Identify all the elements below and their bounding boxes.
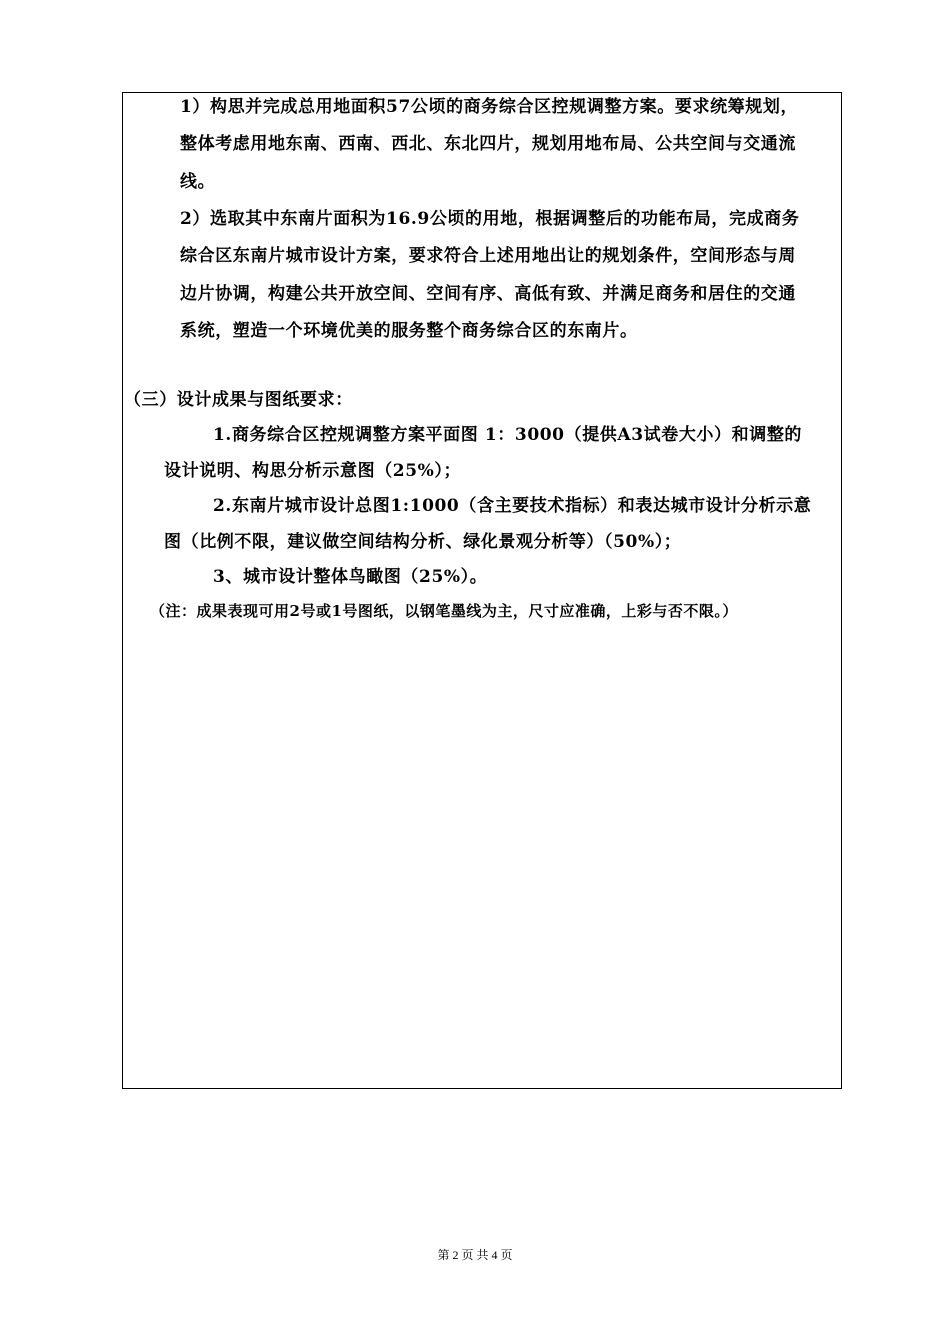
task-item-1-line-1: 1）构思并完成总用地面积57公顷的商务综合区控规调整方案。要求统筹规划，: [180, 97, 799, 117]
task-item-2-line-3: 边片协调，构建公共开放空间、空间有序、高低有致、并满足商务和居住的交通: [180, 284, 796, 304]
requirement-1-line-2: 设计说明、构思分析示意图（25%）；: [164, 461, 462, 481]
task-item-2-line-1: 2）选取其中东南片面积为16.9公顷的用地，根据调整后的功能布局，完成商务: [180, 209, 800, 229]
task-item-2-line-2: 综合区东南片城市设计方案，要求符合上述用地出让的规划条件，空间形态与周: [180, 246, 796, 266]
requirement-2-line-2: 图（比例不限，建议做空间结构分析、绿化景观分析等）（50%）；: [164, 532, 682, 552]
task-item-2-line-4: 系统，塑造一个环境优美的服务整个商务综合区的东南片。: [180, 321, 638, 341]
content-table-frame: [122, 92, 842, 1089]
section-heading: （三）设计成果与图纸要求：: [124, 390, 353, 410]
requirement-2-line-1: 2.东南片城市设计总图1:1000（含主要技术指标）和表达城市设计分析示意: [213, 496, 812, 516]
task-item-1-line-3: 线。: [180, 172, 216, 192]
requirement-3: 3、城市设计整体鸟瞰图（25%）。: [213, 567, 488, 587]
page-indicator: 第 2 页 共 4 页: [437, 1248, 513, 1262]
requirement-1-line-1: 1.商务综合区控规调整方案平面图 1：3000（提供A3试卷大小）和调整的: [213, 425, 803, 445]
note-text: （注：成果表现可用2号或1号图纸，以钢笔墨线为主，尺寸应准确，上彩与否不限。）: [150, 602, 738, 620]
task-item-1-line-2: 整体考虑用地东南、西南、西北、东北四片，规划用地布局、公共空间与交通流: [180, 134, 796, 154]
